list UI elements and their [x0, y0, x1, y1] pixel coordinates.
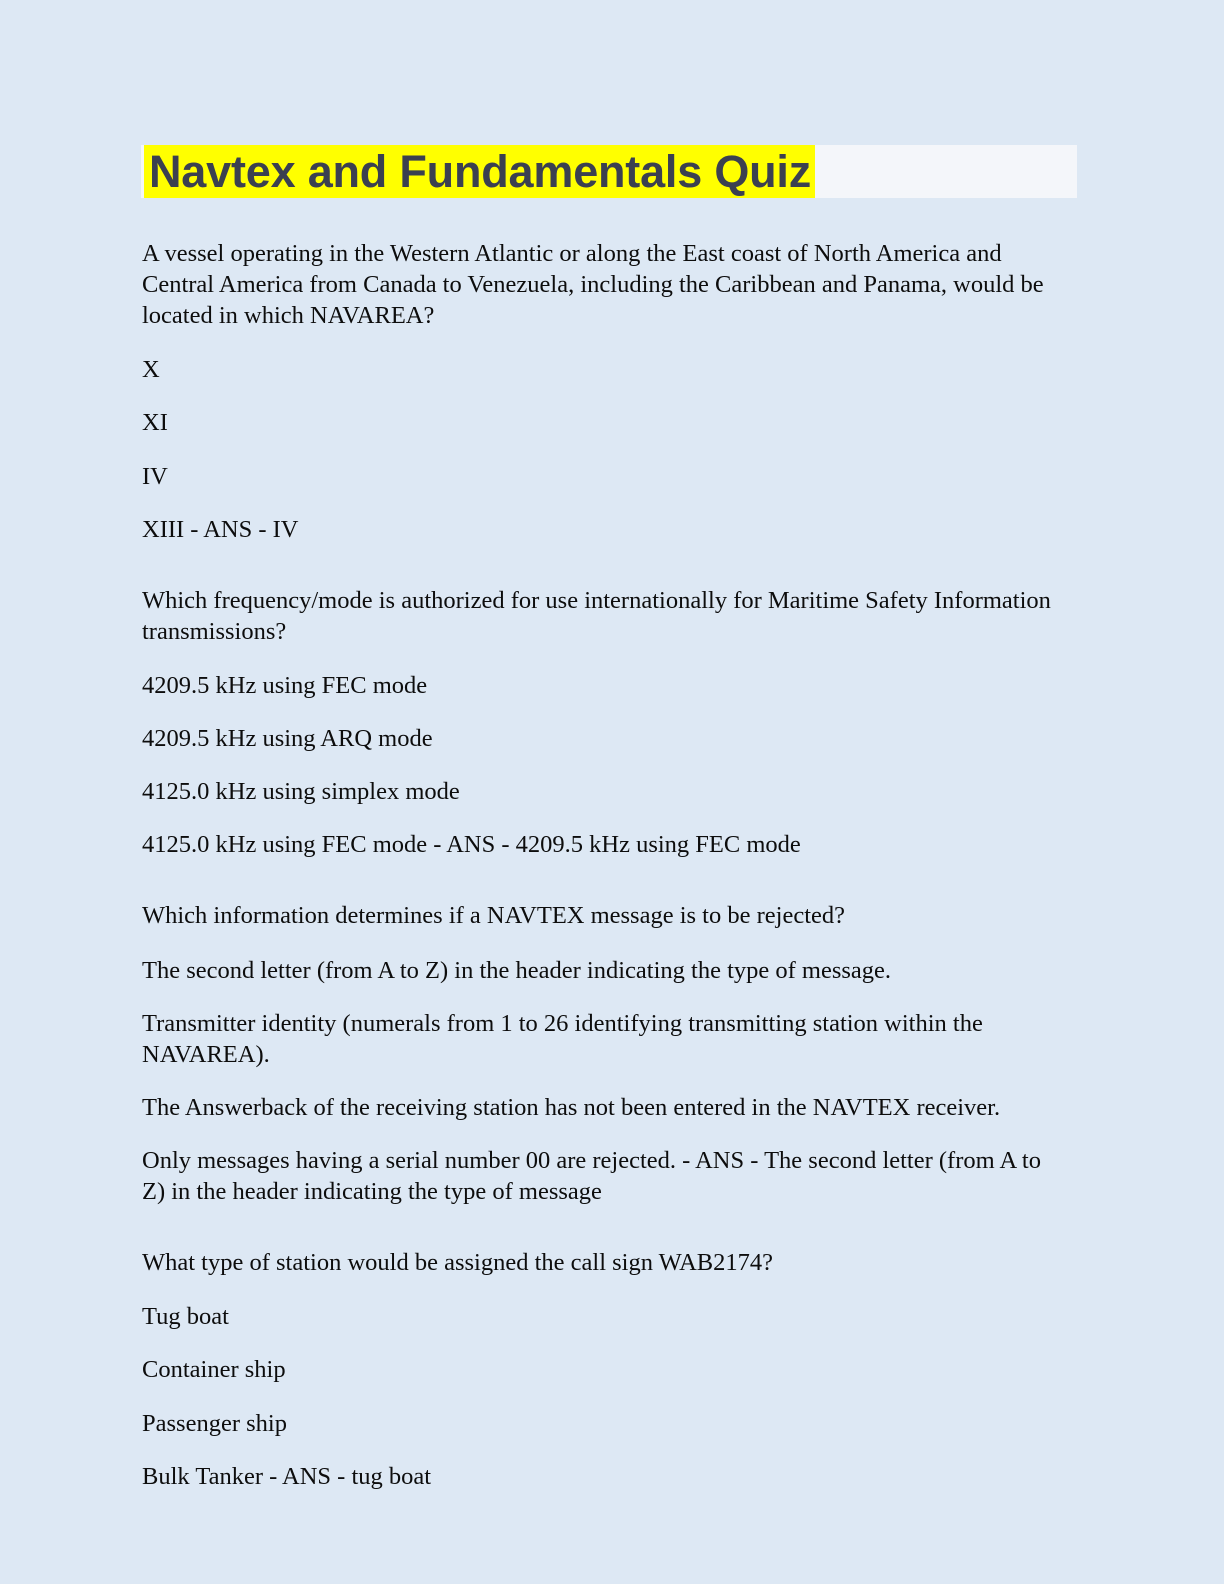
question-prompt-2: Which frequency/mode is authorized for use internationally for Maritime Safety Information transmissions? [142, 586, 1051, 645]
answer-option-4-4: Bulk Tanker - ANS - tug boat [142, 1462, 432, 1490]
title-band [141, 145, 1077, 198]
answer-option-4-1: Tug boat [142, 1303, 229, 1331]
question-block-1 [142, 238, 1067, 545]
quiz-content [142, 238, 1067, 1492]
answer-option-3-1: The second letter (from A to Z) in the header indicating the type of message. [142, 956, 892, 984]
title-highlight [144, 145, 815, 198]
answer-option-2-2: 4209.5 kHz using ARQ mode [142, 725, 433, 753]
question-prompt-3: Which information determines if a NAVTEX message is to be rejected? [142, 902, 846, 930]
answer-option-1-3: IV [142, 462, 168, 490]
answer-option-3-2: Transmitter identity (numerals from 1 to 26 identifying transmitting station within the NAVAREA). [142, 1009, 983, 1068]
answer-option-2-1: 4209.5 kHz using FEC mode [142, 671, 428, 699]
question-block-2 [142, 585, 1067, 861]
answer-option-3-3: The Answerback of the receiving station has not been entered in the NAVTEX receiver. [142, 1093, 1001, 1121]
answer-option-4-3: Passenger ship [142, 1409, 287, 1437]
answer-option-2-3: 4125.0 kHz using simplex mode [142, 778, 460, 806]
answer-option-1-2: XI [142, 409, 168, 437]
page-title: Navtex and Fundamentals Quiz [149, 146, 812, 197]
question-prompt-4: What type of station would be assigned the call sign WAB2174? [142, 1249, 773, 1277]
question-block-3 [142, 900, 1067, 1207]
answer-option-4-2: Container ship [142, 1356, 286, 1384]
question-block-4 [142, 1247, 1067, 1492]
answer-option-1-1: X [142, 356, 160, 384]
answer-option-2-4: 4125.0 kHz using FEC mode - ANS - 4209.5 kHz using FEC mode [142, 831, 801, 859]
answer-option-1-4: XIII - ANS - IV [142, 515, 299, 543]
answer-option-3-4: Only messages having a serial number 00 are rejected. - ANS - The second letter (from A to Z) in the header indicating the type of message [142, 1146, 1041, 1206]
question-prompt-1: A vessel operating in the Western Atlantic or along the East coast of North America and Central America from Canada to Venezuela, including the Caribbean and Panama, would be located in which NAVAREA? [142, 240, 1044, 330]
